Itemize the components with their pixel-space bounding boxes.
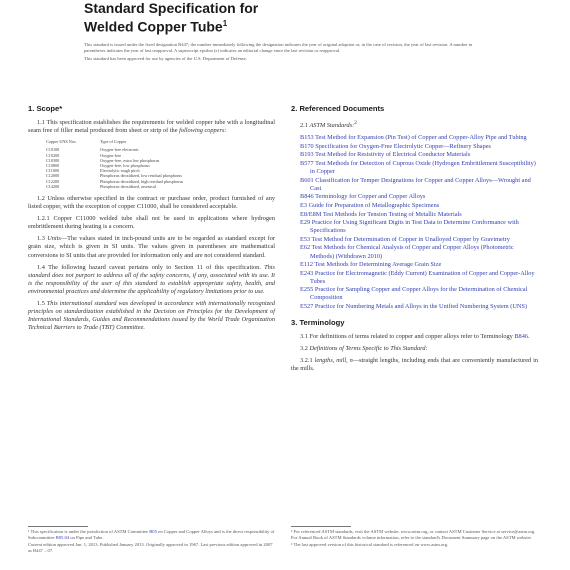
ref-code-link[interactable]: E3: [300, 201, 307, 209]
list-item[interactable]: [300, 303, 538, 311]
copper-type: Electrolytic tough pitch: [100, 168, 140, 174]
terminology-para-3-1-text: 3.1 For definitions of terms related to copper and copper alloys refer to Terminology: [300, 333, 515, 341]
ref-title-link[interactable]: Classification for Temper Designations for Copper and Copper Alloys—Wrought and Cast: [310, 176, 531, 192]
ref-title-link[interactable]: Practice for Electromagnetic (Eddy Current) Examination of Copper and Copper-Alloy Tubes: [310, 269, 535, 285]
list-item[interactable]: [300, 151, 538, 159]
list-item[interactable]: [300, 270, 538, 286]
list-item[interactable]: [300, 177, 538, 193]
ref-title-link[interactable]: Test Methods for Detection of Cuprous Oxide (Hydrogen Embrittlement Susceptibility) in Copper: [310, 159, 536, 176]
footnote-marker: 2: [354, 120, 357, 126]
copper-uns: C10300: [46, 157, 60, 163]
copper-type: Oxygen-free, low phosphorus: [100, 163, 150, 168]
copper-type: Phosphorus deoxidized, high residual phosphorus: [100, 178, 184, 184]
copper-uns: C14200: [46, 183, 60, 189]
term-definition: —straight lengths, including ends that are conveniently manufactured in the mills.: [291, 357, 539, 373]
units-text: —The values stated in inch-pound units are to be regarded as standard except for grain size, which is given in SI units. The values given in parentheses are mathematical conversions to SI units that are provided for information only and are not considered standard.: [28, 235, 275, 259]
scope-para-1-3: [28, 235, 275, 259]
ref-title-link[interactable]: Test Method for Expansion (Pin Test) of Copper and Copper-Alloy Pipe and Tubing: [315, 134, 527, 142]
para-number: 3.2: [300, 345, 310, 353]
ref-title-link[interactable]: Practice for Using Significant Digits in Test Data to Determine Conformance with Specifications: [310, 219, 519, 235]
ref-title-link[interactable]: Specification for Oxygen-Free Electrolytic Copper—Refinery Shapes: [315, 142, 491, 150]
list-item[interactable]: [300, 261, 538, 269]
scope-para-1-2-1: 1.2.1 Copper C11000 welded tube shall not be used in applications where hydrogen embrittlement during heating is a concern.: [28, 215, 275, 231]
ref-code-link[interactable]: E527: [300, 303, 314, 311]
copper-type: Oxygen-free electronic: [100, 147, 139, 153]
list-item[interactable]: [300, 134, 538, 142]
footnote-1-text: ¹ This specification is under the jurisdiction of ASTM Committee: [28, 529, 150, 534]
copper-type: Phosphorus deoxidized, arsenical: [100, 183, 156, 189]
ref-code-link[interactable]: E112: [300, 261, 314, 269]
footnotes-right: [291, 529, 538, 550]
terminology-para-3-2: [291, 345, 538, 353]
title-line-1: Standard Specification for: [84, 0, 259, 16]
list-item[interactable]: [300, 160, 538, 176]
astm-standards-label: ASTM Standards:: [309, 122, 355, 130]
scope-para-1-1-italic: following coppers:: [179, 127, 227, 135]
terminology-para-3-1: [291, 333, 538, 341]
footnote-1-mid: on Copper and Copper Alloys and is the direct responsibility of Subcommittee: [28, 529, 275, 540]
ref-title-link[interactable]: Test Methods for Tension Testing of Metallic Materials: [322, 210, 462, 218]
ref-code-link[interactable]: E255: [300, 286, 314, 294]
footnote-3: ³ The last approved version of this historical standard is referenced on www.astm.org.: [291, 542, 449, 548]
list-item[interactable]: [300, 236, 538, 244]
committee-b05-link[interactable]: B05: [149, 529, 157, 534]
safety-statement: This standard does not purport to address all of the safety concerns, if any, associated with its use. It is the responsibility of the user of this standard to establish appropriate safety, health, and environmental practices and determine the applicability of regulatory limitations prior to use.: [28, 263, 275, 295]
ref-code-link[interactable]: B193: [300, 151, 314, 159]
b846-link[interactable]: B846: [514, 333, 529, 341]
ref-code-link[interactable]: E62: [300, 244, 311, 252]
scope-para-1-5: [28, 300, 275, 332]
reference-list: [291, 134, 538, 311]
units-term: Units: [47, 235, 61, 243]
footnote-divider-right: [291, 526, 351, 527]
ref-title-link[interactable]: Practice for Numbering Metals and Alloys in the Unified Numbering System (UNS): [314, 303, 528, 311]
copper-uns: C10100: [46, 147, 60, 153]
document-title: [84, 0, 504, 35]
list-item[interactable]: [300, 286, 538, 302]
right-column: [291, 104, 538, 378]
footnote-1-end: on Pipe and Tube.: [69, 534, 104, 540]
scope-para-1-2: 1.2 Unless otherwise specified in the contract or purchase order, product furnished of any listed copper, with the exception of copper C11000, shall be considered acceptable.: [28, 195, 275, 211]
footnotes-left: [28, 529, 275, 555]
definitions-label: Definitions of Terms Specific to This Standard:: [309, 345, 428, 353]
scope-heading: 1. Scope*: [28, 104, 63, 113]
dod-approval-paragraph: This standard has been approved for use by agencies of the U.S. Department of Defense.: [84, 56, 247, 62]
referenced-documents-heading: 2. Referenced Documents: [291, 104, 385, 113]
designation-notice: [84, 42, 494, 65]
title-footnote-marker: 1: [222, 19, 228, 28]
ref-code-link[interactable]: E29: [300, 219, 311, 227]
astm-standards-intro: [291, 119, 538, 130]
left-column: [28, 104, 275, 336]
table-row: [46, 184, 275, 189]
terminology-para-3-2-1: [291, 357, 538, 373]
footnote-1: [28, 529, 275, 540]
term-lengths-mill: lengths, mill, n: [314, 357, 353, 365]
copper-type: Oxygen-free: [100, 152, 122, 158]
subcommittee-link[interactable]: B05.04: [55, 534, 70, 540]
ref-code-link[interactable]: E243: [300, 269, 314, 277]
copper-table-header: [46, 139, 275, 144]
ref-title-link[interactable]: Test Method for Resistivity of Electrical Conductor Materials: [315, 151, 471, 159]
ref-code-link[interactable]: B153: [300, 134, 314, 142]
ref-title-link[interactable]: Terminology for Copper and Copper Alloys: [315, 193, 426, 201]
ref-code-link[interactable]: B170: [300, 142, 314, 150]
copper-types-table: [46, 139, 275, 189]
copper-uns: C12200: [46, 178, 60, 184]
ref-code-link[interactable]: B601: [300, 176, 314, 184]
ref-code-link[interactable]: E8/E8M: [300, 210, 322, 218]
footnote-2: ² For referenced ASTM standards, visit the ASTM website, www.astm.org, or contact ASTM Customer Service at service@astm.org. For Annual Book of ASTM Standards volume information, refer to the standard's Document Summary page on the ASTM website.: [291, 529, 536, 540]
list-item[interactable]: [300, 219, 538, 235]
designation-paragraph: This standard is issued under the fixed designation B447; the number immediately following the designation indicates the year of original adoption or, in the case of revision, the year of last revision. A number in parentheses indicates the year of last reapproval. A superscript epsilon (ε) indicates an editorial change since the last revision or reapproval.: [84, 42, 473, 53]
list-item[interactable]: [300, 211, 538, 219]
copper-uns: C10800: [46, 163, 60, 168]
copper-col-type-header: Type of Copper: [100, 139, 127, 145]
list-item[interactable]: [300, 193, 538, 201]
terminology-para-3-1-end: .: [528, 333, 530, 341]
list-item[interactable]: [300, 143, 538, 151]
copper-uns: C10200: [46, 152, 60, 158]
copper-uns: C11000: [46, 168, 60, 174]
title-line-2-text: Welded Copper Tube: [84, 18, 223, 35]
copper-type: Oxygen-free, extra low phosphorus: [100, 157, 160, 163]
ref-code-link[interactable]: B577: [300, 159, 314, 167]
ref-title-link[interactable]: Test Methods for Determining Average Grain Size: [314, 261, 442, 269]
footnote-edition: Current edition approved Jan. 1, 2013. Published January 2013. Originally approved in 1967. Last previous edition approved in 2007 as B447 – 07.: [28, 542, 273, 553]
ref-title-link[interactable]: Test Method for Determination of Copper in Unalloyed Copper by Gravimetry: [311, 235, 510, 243]
footnote-divider-left: [28, 526, 88, 527]
copper-type: Phosphorus deoxidized, low residual phosphorus: [100, 173, 182, 179]
ref-code-link[interactable]: B846: [300, 193, 314, 201]
ref-code-link[interactable]: E53: [300, 235, 311, 243]
ref-title-link[interactable]: Test Methods for Chemical Analysis of Copper and Copper Alloys (Photometric Methods) (Withdrawn 2010): [310, 244, 514, 260]
list-item[interactable]: [300, 244, 538, 260]
para-number: 1.3: [37, 235, 48, 243]
list-item[interactable]: [300, 202, 538, 210]
copper-uns: C12000: [46, 173, 60, 179]
ref-title-link[interactable]: Practice for Sampling Copper and Copper Alloys for the Determination of Chemical Composition: [310, 286, 528, 302]
scope-para-1-1-text: 1.1 This specification establishes the requirements for welded copper tube with a longitudinal seam free of filler metal produced from sheet or strip of the: [28, 119, 275, 135]
wto-statement: This international standard was developed in accordance with internationally recognized principles on standardization established in the Decision on Principles for the Development of International Standards, Guides and Recommendations issued by the World Trade Organization Technical Barriers to Trade (TBT) Committee.: [28, 300, 275, 332]
terminology-heading: 3. Terminology: [291, 318, 345, 328]
para-number: 2.1: [300, 122, 310, 130]
ref-title-link[interactable]: Guide for Preparation of Metallographic Specimens: [308, 201, 440, 209]
copper-col-uns-header: Copper UNS Nos.: [46, 139, 77, 145]
para-number: 1.5: [37, 300, 47, 308]
hazard-caveat-intro: 1.4 The following hazard caveat pertains only to Section 11 of this specification.: [37, 263, 265, 271]
scope-para-1-4: [28, 264, 275, 296]
title-line-2: [84, 16, 504, 35]
para-number: 3.2.1: [300, 357, 315, 365]
scope-para-1-1: [28, 119, 275, 135]
